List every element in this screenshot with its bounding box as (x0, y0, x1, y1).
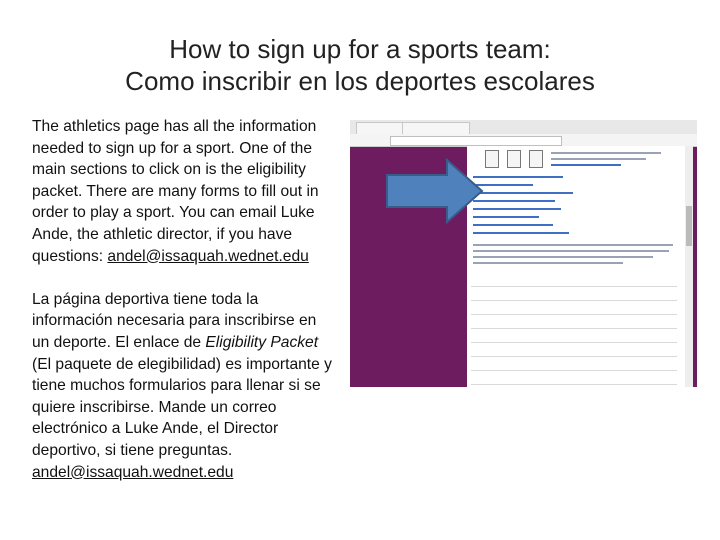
page-text-line (473, 244, 673, 246)
title-line-english: How to sign up for a sports team: (169, 34, 551, 64)
english-line-2: needed to sign up for a sport. One of the (32, 139, 313, 157)
spanish-paragraph (32, 289, 367, 483)
page-link (473, 232, 569, 234)
browser-tab (402, 122, 470, 134)
slide-title (0, 33, 720, 97)
spanish-email-link[interactable]: andel@issaquah.wednet.edu (32, 463, 234, 481)
body-text (32, 116, 367, 483)
english-line-4: packet. There are many forms to fill out in (32, 182, 319, 200)
page-table-row (471, 316, 677, 329)
spanish-line-5: tiene muchos formularios para llenar si se (32, 377, 321, 395)
spanish-line-4: (El paquete de elegibilidad) es importante y (32, 355, 332, 373)
scroll-thumb (686, 206, 692, 246)
eligibility-packet-term: Eligibility Packet (205, 333, 319, 351)
page-text-line (473, 262, 623, 264)
spanish-line-7: electrónico a Luke Ande, el Director (32, 420, 279, 438)
english-paragraph (32, 116, 367, 267)
english-line-3: main sections to click on is the eligibility (32, 161, 306, 179)
spanish-line-6: quiere inscribirse. Mande un correo (32, 398, 277, 416)
page-table-row (471, 274, 677, 287)
page-link (473, 176, 563, 178)
athletics-web-page (467, 146, 685, 387)
address-field (390, 136, 562, 146)
english-line-7: questions: (32, 247, 108, 265)
page-link (473, 200, 555, 202)
english-line-5: order to play a sport. You can email Luke (32, 204, 315, 222)
browser-tab (356, 122, 404, 134)
spanish-line-2: información necesaria para inscribirse en (32, 312, 317, 330)
spanish-line-3: un deporte. El enlace de (32, 333, 206, 351)
page-table-row (471, 344, 677, 357)
english-email-link[interactable]: andel@issaquah.wednet.edu (107, 247, 309, 265)
english-line-6: Ande, the athletic director, if you have (32, 225, 293, 243)
browser-tab-bar (350, 120, 697, 135)
spanish-line-1: La página deportiva tiene toda la (32, 290, 259, 308)
page-text-line (551, 152, 661, 154)
page-text-line (551, 158, 646, 160)
english-line-1: The athletics page has all the information (32, 118, 317, 135)
page-table-row (471, 288, 677, 301)
title-line-spanish: Como inscribir en los deportes escolares (125, 66, 595, 96)
page-table-row (471, 372, 677, 385)
page-text-line (473, 250, 669, 252)
page-table-row (471, 302, 677, 315)
page-scrollbar (685, 146, 693, 387)
page-table-row (471, 330, 677, 343)
page-link (473, 192, 573, 194)
page-link (473, 208, 561, 210)
page-link (551, 164, 621, 166)
document-icon (529, 150, 543, 168)
document-icon (485, 150, 499, 168)
page-table-row (471, 358, 677, 371)
page-link (473, 224, 553, 226)
document-icon (507, 150, 521, 168)
right-arrow-icon (385, 158, 485, 224)
page-text-line (473, 256, 653, 258)
spanish-line-8: deportivo, si tiene preguntas. (32, 441, 233, 459)
